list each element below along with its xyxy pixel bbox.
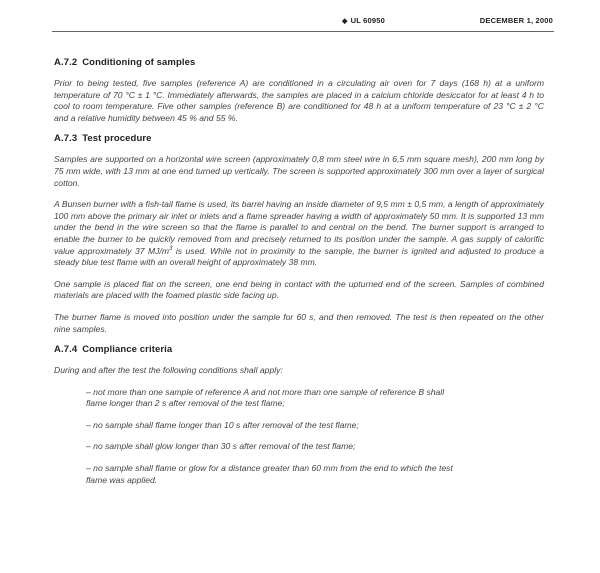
superscript: 3 (169, 245, 173, 252)
section-heading (54, 344, 544, 355)
paragraph: One sample is placed flat on the screen, one end being in contact with the upturned end of the screen. Samples of combined materials are placed with the foamed plastic side facing up. (54, 278, 544, 301)
list-item: – no sample shall flame or glow for a distance greater than 60 mm from the end to which the test flame was applied. (86, 463, 453, 485)
page-header (0, 16, 600, 30)
section-title: Conditioning of samples (82, 57, 196, 68)
list-item: – no sample shall flame longer than 10 s after removal of the test flame; (86, 419, 359, 430)
list-item: – no sample shall glow longer than 30 s after removal of the test flame; (86, 441, 356, 452)
standard-number: UL 60950 (350, 16, 385, 25)
standard-designation (342, 16, 385, 25)
paragraph-text: is used. While not in proximity to the sample, the burner is ignited and adjusted to produce a steady blue test flame with an overall height of approximately 38 mm. (54, 245, 544, 268)
section-number: A.7.2 (54, 57, 78, 68)
paragraph (54, 199, 544, 269)
paragraph: Samples are supported on a horizontal wire screen (approximately 0,8 mm steel wire in 6,5 mm square mesh), 200 mm long by 75 mm wide, with 13 mm at one end turned up vertically. The screen is supported approximately 300 mm over a layer of surgical cotton. (54, 154, 544, 188)
section-number: A.7.4 (54, 344, 78, 356)
header-rule (52, 31, 554, 32)
diamond-bullet-icon: ◆ (342, 18, 348, 25)
section-test-procedure (54, 133, 544, 335)
section-compliance-criteria (54, 344, 544, 486)
paragraph: The burner flame is moved into position under the sample for 60 s, and then removed. The test is then repeated on the other nine samples. (54, 311, 544, 334)
criteria-list (86, 387, 466, 487)
section-title: Test procedure (82, 133, 152, 145)
section-conditioning (54, 57, 544, 124)
list-item: – not more than one sample of reference A and not more than one sample of reference B shall flame longer than 2 s after removal of the test flame; (86, 386, 445, 409)
paragraph-text: A Bunsen burner with a fish-tail flame is used, its barrel having an inside diameter of 9,5 mm ± 0,5 mm, a length of approximately 100 mm above the primary air inlet or inlets and a flame spreader having a width of approximately 50 mm. It is supported 13 mm under the bend in the wire screen so that the flame is parallel to and central on the bend. The burner support is arranged to enable the burner to be quickly removed from and precisely returned to its position under the sample. A gas supply of calorific value approximately 37 MJ/m (54, 199, 544, 256)
section-heading (54, 133, 544, 144)
paragraph: Prior to being tested, five samples (reference A) are conditioned in a circulating air oven for 7 days (168 h) at a uniform temperature of 70 °C ± 1 °C. Immediately afterwards, the samples are placed in a calcium chloride desiccator for at least 4 h to cool to room temperature. Five other samples (reference B) are conditioned for 48 h at a uniform temperature of 23 °C ± 2 °C and a relative humidity between 45 % and 55 %. (54, 78, 544, 123)
section-title: Compliance criteria (82, 344, 173, 356)
paragraph: During and after the test the following conditions shall apply: (54, 365, 283, 376)
header-date: DECEMBER 1, 2000 (479, 16, 553, 25)
section-number: A.7.3 (54, 133, 78, 145)
document-body (54, 40, 544, 486)
section-heading (54, 57, 544, 68)
